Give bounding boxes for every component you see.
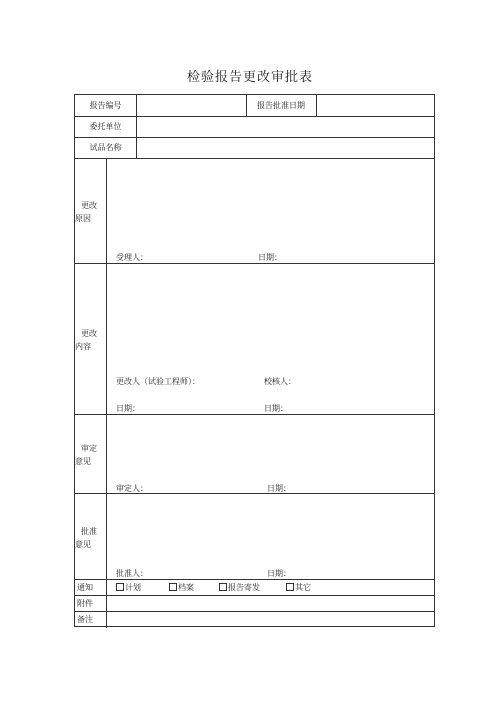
client-label: 委托单位 <box>89 122 122 131</box>
approve-label-line1: 批准 <box>81 527 97 536</box>
sample-label: 试品名称 <box>89 143 122 152</box>
attachment-label: 附件 <box>77 599 93 608</box>
row-divider <box>75 611 434 612</box>
notify-label: 通知 <box>77 583 93 592</box>
content-label <box>75 327 106 353</box>
content-date-label-2: 日期： <box>264 404 288 413</box>
changer-label: 更改人（试验工程师）： <box>116 377 200 386</box>
notify-option-label: 其它 <box>295 583 311 592</box>
approve-label <box>75 525 106 551</box>
checker-label: 校核人： <box>264 377 296 386</box>
review-label <box>75 442 106 468</box>
row-divider <box>75 158 434 159</box>
handler-label: 受理人： <box>116 253 148 262</box>
approve-date-label: 日期： <box>267 569 291 578</box>
notify-option-plan[interactable] <box>116 583 141 593</box>
content-label-line2: 内容 <box>75 342 91 351</box>
checkbox-icon[interactable] <box>169 583 177 591</box>
review-label-line2: 意见 <box>75 457 91 466</box>
checkbox-icon[interactable] <box>116 583 124 591</box>
reviewer-label: 审定人： <box>116 484 148 493</box>
reason-date-label: 日期： <box>258 253 282 262</box>
form-title: 检验报告更改审批表 <box>186 70 313 85</box>
notify-option-send-report[interactable] <box>219 583 260 593</box>
content-date-label-1: 日期： <box>116 404 140 413</box>
reason-label-line2: 原因 <box>75 214 91 223</box>
row-divider <box>75 137 434 138</box>
content-label-line1: 更改 <box>81 329 97 338</box>
col-divider <box>106 158 107 628</box>
checkbox-icon[interactable] <box>286 583 294 591</box>
reason-label-line1: 更改 <box>81 201 97 210</box>
approval-form <box>74 94 435 627</box>
col-divider <box>136 95 137 158</box>
notify-option-label: 报告寄发 <box>228 583 260 592</box>
row-divider <box>75 595 434 596</box>
col-divider <box>316 95 317 116</box>
report-no-label: 报告编号 <box>89 101 122 110</box>
row-divider <box>75 414 434 415</box>
notify-option-other[interactable] <box>286 583 311 593</box>
approval-date-label: 报告批准日期 <box>257 101 305 110</box>
approver-label: 批准人： <box>116 569 148 578</box>
row-divider <box>75 263 434 264</box>
review-date-label: 日期： <box>267 484 291 493</box>
notify-option-label: 计划 <box>125 583 141 592</box>
checkbox-icon[interactable] <box>219 583 227 591</box>
review-label-line1: 审定 <box>81 444 97 453</box>
remark-label: 备注 <box>77 615 93 624</box>
row-divider <box>75 116 434 117</box>
row-divider <box>75 579 434 580</box>
notify-option-archive[interactable] <box>169 583 194 593</box>
reason-label <box>75 199 106 225</box>
notify-option-label: 档案 <box>178 583 194 592</box>
approve-label-line2: 意见 <box>75 540 91 549</box>
